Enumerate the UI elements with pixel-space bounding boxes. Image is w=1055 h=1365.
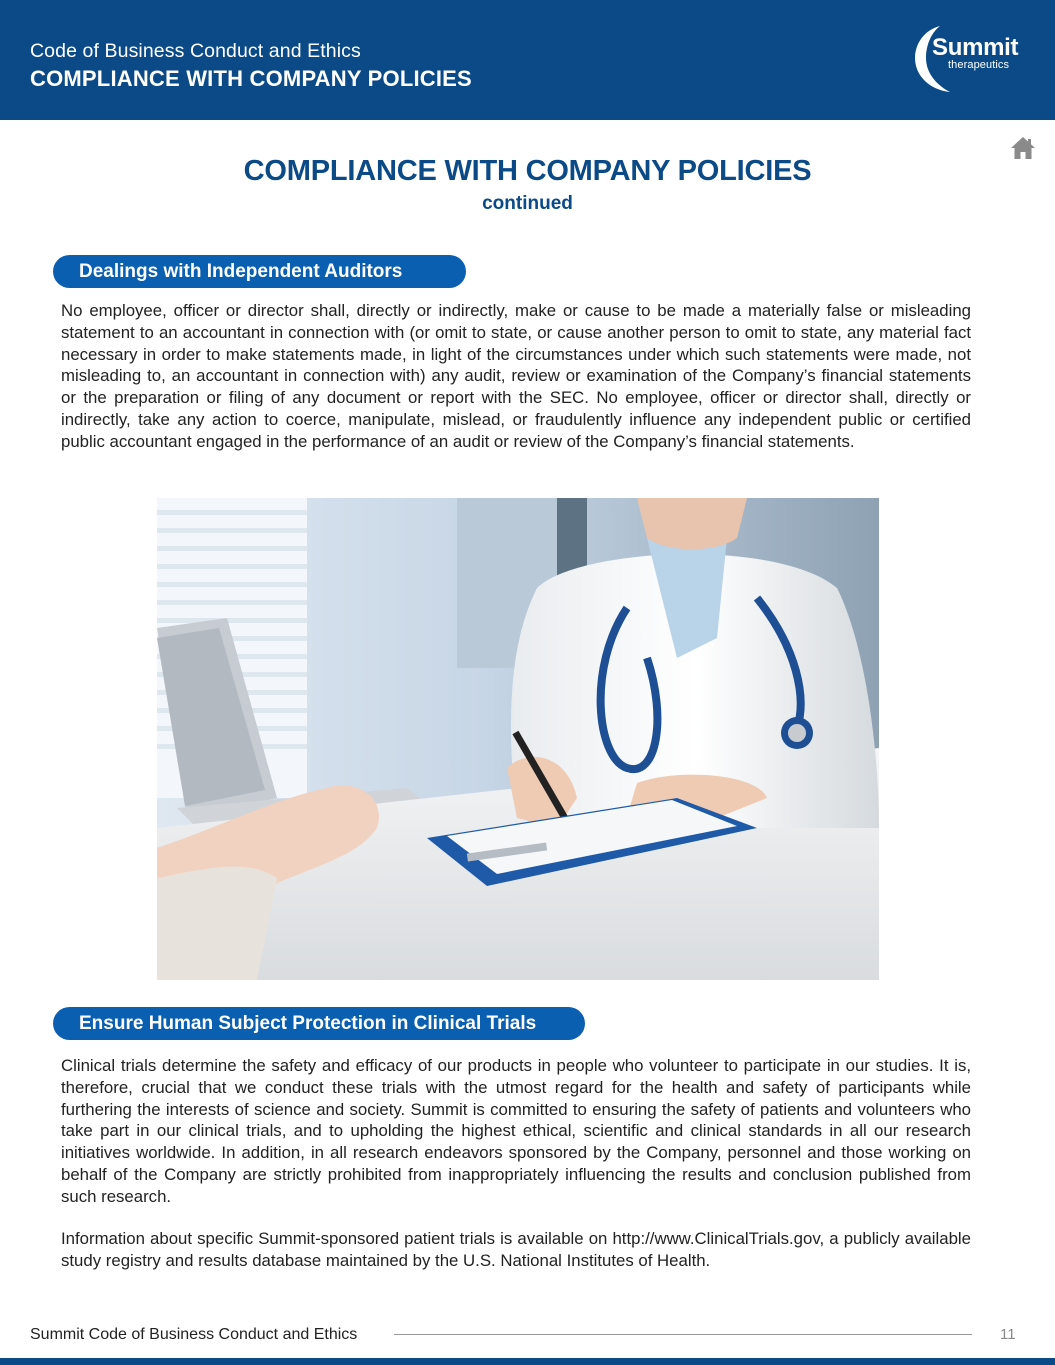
auditors-paragraph: No employee, officer or director shall, directly or indirectly, make or cause to be made a materially false or misleading statement to an accountant in connection with (or omit to state, or cause another person to omit to state, any material fact necessary in order to make statements made, in light of the circumstances under which such statements were made, not misleading to, an accountant in connection with) any audit, review or examination of the Company’s financial statements or the preparation or filing of any document or report with the SEC. No employee, officer or director shall, directly or indirectly, take any action to coerce, manipulate, mislead, or fraudulently influence any independent public or certified public accountant engaged in the performance of an audit or review of the Company’s financial statements. [61, 301, 971, 451]
doctor-consultation-photo [157, 498, 879, 980]
footer-bar [0, 1358, 1055, 1365]
footer-text: Summit Code of Business Conduct and Ethics [30, 1326, 358, 1343]
header-subtitle: Code of Business Conduct and Ethics [30, 40, 361, 62]
logo-wordmark: Summit [932, 34, 1019, 61]
page-title: COMPLIANCE WITH COMPANY POLICIES [243, 155, 812, 187]
page-subtitle: continued [482, 193, 573, 214]
section-heading-auditors: Dealings with Independent Auditors [53, 255, 466, 288]
clinical-trials-info-paragraph: Information about specific Summit-sponsored patient trials is available on http://www.ClinicalTrials.gov, a publicly available study registry and results database maintained by the U.S. National Institutes of Health. [61, 1229, 971, 1270]
footer-divider [394, 1334, 972, 1335]
section-heading-clinical-trials: Ensure Human Subject Protection in Clinical Trials [53, 1007, 585, 1040]
header-title: COMPLIANCE WITH COMPANY POLICIES [30, 66, 472, 91]
summit-logo [912, 22, 1032, 94]
clinical-trials-paragraph: Clinical trials determine the safety and efficacy of our products in people who volunteer to participate in our studies. It is, therefore, crucial that we conduct these trials with the utmost regard for the health and safety of participants while furthering the interests of science and society. Summit is committed to ensuring the safety of patients and volunteers who take part in our clinical trials, and to upholding the highest ethical, scientific and clinical standards in all our research initiatives worldwide. In addition, in all research endeavors sponsored by the Company, personnel and those working on behalf of the Company are strictly prohibited from inappropriately influencing the results and conclusion published from such research. [61, 1056, 971, 1206]
page-number: 11 [1000, 1326, 1016, 1343]
logo-subtitle: therapeutics [948, 59, 1010, 71]
